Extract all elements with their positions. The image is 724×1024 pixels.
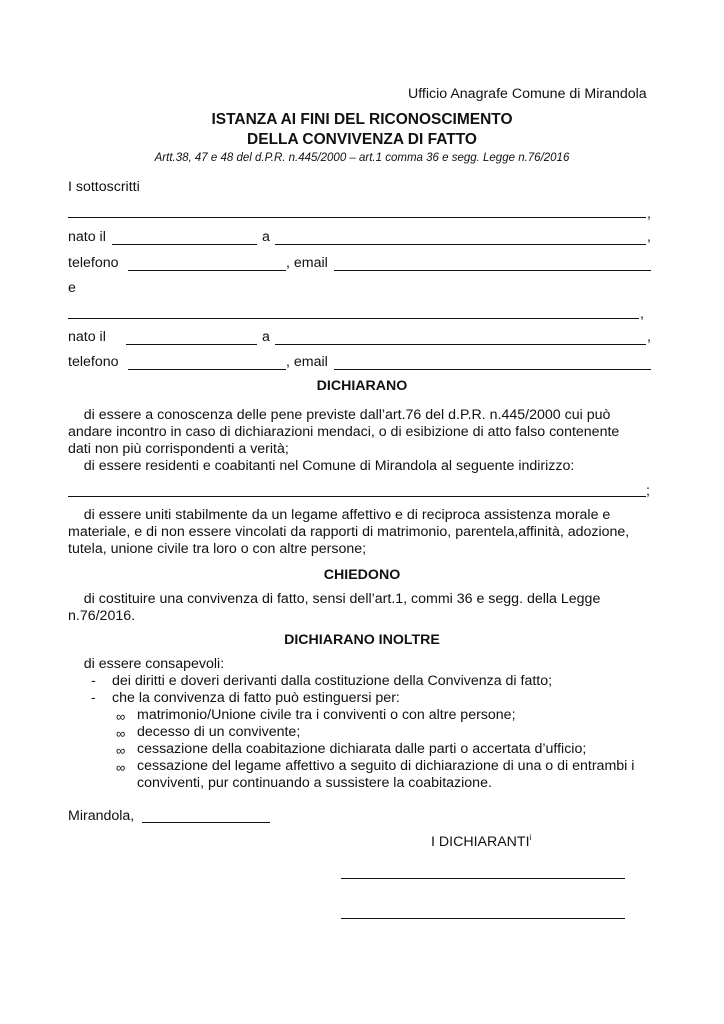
document-title-line1: ISTANZA AI FINI DEL RICONOSCIMENTO bbox=[211, 111, 513, 128]
person1-name-comma: , bbox=[647, 206, 651, 222]
person2-birthdate-field[interactable] bbox=[126, 344, 257, 345]
further-heading: DICHIARANO INOLTRE bbox=[284, 632, 440, 648]
further-cause-continuation: conviventi, pur continuando a sussistere la coabitazione. bbox=[137, 775, 492, 791]
signers-intro: I sottoscritti bbox=[68, 179, 140, 195]
further-cause-item: matrimonio/Unione civile tra i conviventi o con altre persone; bbox=[137, 707, 516, 723]
person2-born-label: nato il bbox=[68, 329, 106, 345]
signature-line-1[interactable] bbox=[341, 878, 625, 879]
infinity-bullet-icon: ∞ bbox=[116, 743, 126, 758]
dash-bullet: - bbox=[91, 673, 96, 689]
further-cause-item: decesso di un convivente; bbox=[137, 724, 301, 740]
declare-heading: DICHIARANO bbox=[316, 378, 408, 394]
date-field[interactable] bbox=[142, 822, 270, 823]
declare-para2: di essere residenti e coabitanti nel Comune di Mirandola al seguente indirizzo: bbox=[68, 458, 575, 474]
person2-name-field[interactable] bbox=[68, 318, 639, 319]
legal-reference: Artt.38, 47 e 48 del d.P.R. n.445/2000 – art.1 comma 36 e segg. Legge n.76/2016 bbox=[154, 152, 570, 164]
person2-birthplace-comma: , bbox=[647, 329, 651, 345]
office-header: Ufficio Anagrafe Comune di Mirandola bbox=[408, 86, 647, 102]
declare-para1-line2: andare incontro in caso di dichiarazioni mendaci, o di esibizione di atto falso contenente bbox=[68, 424, 620, 440]
declarants-label bbox=[431, 834, 531, 851]
signature-line-2[interactable] bbox=[341, 918, 625, 919]
declarants-label-text: I DICHIARANTI bbox=[431, 834, 530, 850]
person1-birthplace-comma: , bbox=[647, 229, 651, 245]
person2-name-comma: , bbox=[640, 306, 644, 322]
infinity-bullet-icon: ∞ bbox=[116, 709, 126, 724]
person1-phone-label: telefono bbox=[68, 255, 119, 271]
further-dash-item: che la convivenza di fatto può estinguersi per: bbox=[112, 690, 400, 706]
person1-birthplace-field[interactable] bbox=[275, 244, 646, 245]
person2-birthplace-field[interactable] bbox=[275, 344, 646, 345]
place-label: Mirandola, bbox=[68, 808, 135, 824]
dash-bullet: - bbox=[91, 690, 96, 706]
person1-name-field[interactable] bbox=[68, 217, 646, 218]
infinity-bullet-icon: ∞ bbox=[116, 760, 126, 775]
further-dash-item: dei diritti e doveri derivanti dalla costituzione della Convivenza di fatto; bbox=[112, 673, 553, 689]
person2-email-label: , email bbox=[286, 354, 328, 370]
person1-born-label: nato il bbox=[68, 229, 106, 245]
further-cause-item: cessazione della coabitazione dichiarata dalle parti o accertata d’ufficio; bbox=[137, 741, 587, 757]
infinity-bullet-icon: ∞ bbox=[116, 726, 126, 741]
request-heading: CHIEDONO bbox=[323, 567, 401, 583]
person2-email-field[interactable] bbox=[334, 369, 651, 370]
person1-birthdate-field[interactable] bbox=[112, 244, 257, 245]
request-para-line2: n.76/2016. bbox=[68, 608, 136, 624]
declare-para3-line2: materiale, e di non essere vincolati da rapporti di matrimonio, parentela,affinità, adozione, bbox=[68, 524, 630, 540]
person2-phone-label: telefono bbox=[68, 354, 119, 370]
person1-at-label: a bbox=[262, 229, 270, 245]
footnote-mark: i bbox=[529, 833, 532, 842]
further-intro: di essere consapevoli: bbox=[68, 656, 225, 672]
declare-para1-line1: di essere a conoscenza delle pene previste dall’art.76 del d.P.R. n.445/2000 cui può bbox=[68, 407, 611, 423]
request-para-line1: di costituire una convivenza di fatto, sensi dell’art.1, commi 36 e segg. della Legge bbox=[68, 591, 601, 607]
document-title-line2: DELLA CONVIVENZA DI FATTO bbox=[247, 131, 477, 148]
declare-para3-line3: tutela, unione civile tra loro o con altre persone; bbox=[68, 541, 367, 557]
person2-at-label: a bbox=[262, 329, 270, 345]
signers-joiner: e bbox=[68, 280, 76, 296]
declare-para3-line1: di essere uniti stabilmente da un legame affettivo e di reciproca assistenza morale e bbox=[68, 507, 611, 523]
person1-email-label: , email bbox=[286, 255, 328, 271]
person1-phone-field[interactable] bbox=[128, 270, 286, 271]
declare-para1-line3: dati non più corrispondenti a verità; bbox=[68, 441, 289, 457]
address-field[interactable] bbox=[68, 496, 646, 497]
person1-email-field[interactable] bbox=[334, 270, 651, 271]
address-semicolon: ; bbox=[646, 483, 650, 499]
further-cause-item: cessazione del legame affettivo a seguito di dichiarazione di una o di entrambi i bbox=[137, 758, 635, 774]
person2-phone-field[interactable] bbox=[128, 369, 286, 370]
